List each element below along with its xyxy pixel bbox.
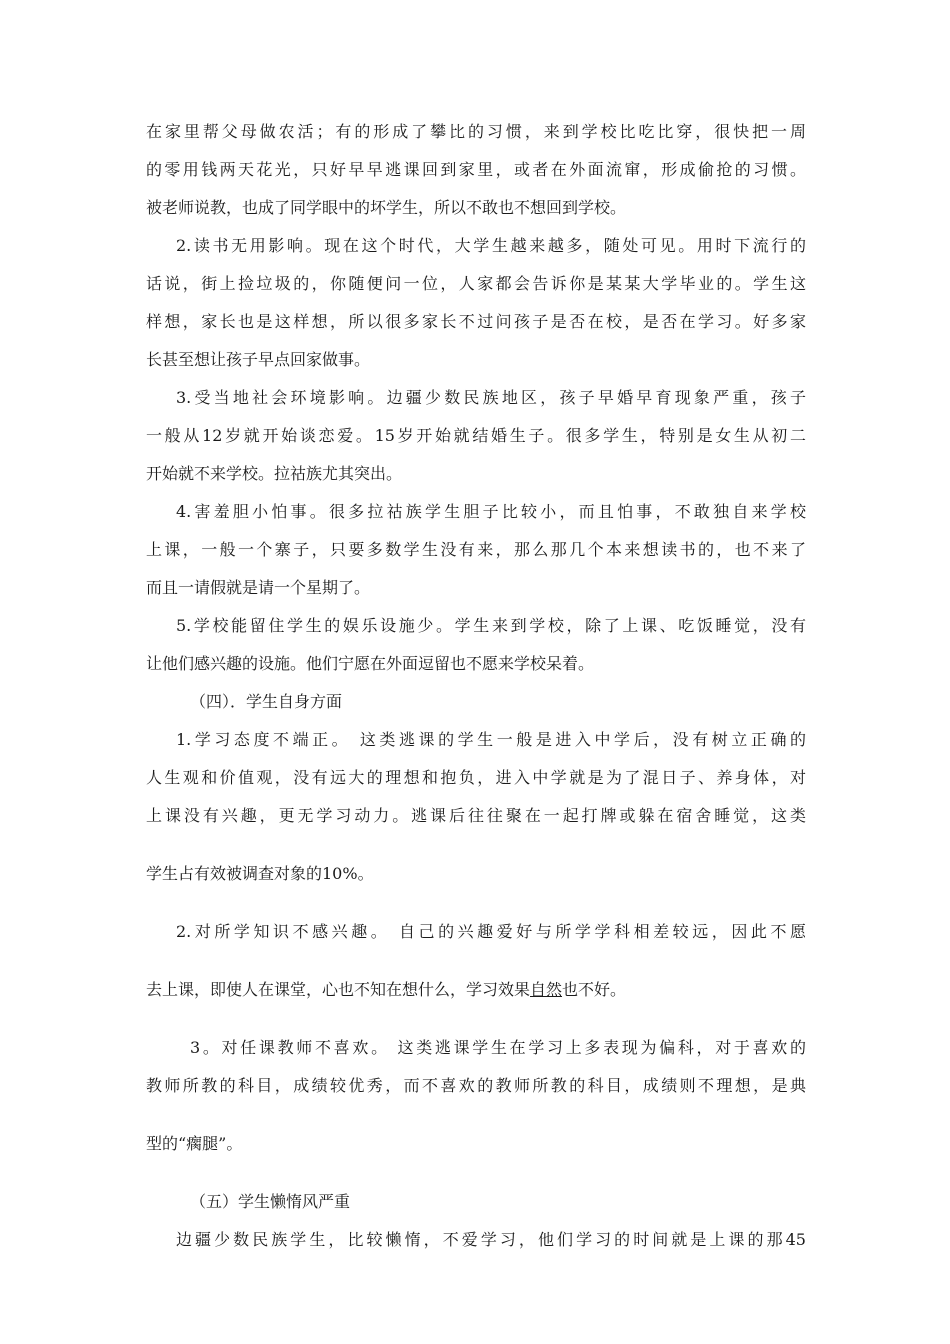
paragraph-line: 2.对所学知识不感兴趣。 自己的兴趣爱好与所学学科相差较远，因此不愿 — [176, 922, 806, 941]
paragraph-line: 3。对任课教师不喜欢。 这类逃课学生在学习上多表现为偏科，对于喜欢的 — [190, 1038, 806, 1057]
paragraph-line: 长甚至想让孩子早点回家做事。 — [146, 350, 371, 369]
paragraph-line: 而且一请假就是请一个星期了。 — [146, 578, 371, 597]
paragraph-line: 边疆少数民族学生，比较懒惰，不爱学习，他们学习的时间就是上课的那45 — [176, 1230, 806, 1249]
paragraph-line — [146, 979, 806, 1001]
paragraph-line: 话说，街上捡垃圾的，你随便问一位，人家都会告诉你是某某大学毕业的。学生这 — [146, 274, 806, 293]
paragraph-line: 上课，一般一个寨子，只要多数学生没有来，那么那几个本来想读书的，也不来了 — [146, 540, 806, 559]
paragraph-line: 教师所教的科目，成绩较优秀，而不喜欢的教师所教的科目，成绩则不理想，是典 — [146, 1076, 806, 1095]
line-text: 也不好。 — [562, 980, 627, 999]
paragraph-line: 让他们感兴趣的设施。他们宁愿在外面逗留也不愿来学校呆着。 — [146, 654, 595, 673]
paragraph-line: 1.学习态度不端正。 这类逃课的学生一般是进入中学后，没有树立正确的 — [176, 730, 806, 749]
paragraph-line: 型的“瘸腿”。 — [146, 1134, 243, 1153]
line-text: 去上课，即使人在课堂，心也不知在想什么，学习效果 — [146, 980, 531, 999]
paragraph-line: 上课没有兴趣，更无学习动力。逃课后往往聚在一起打牌或躲在宿舍睡觉，这类 — [146, 806, 806, 825]
paragraph-line: 一般从12岁就开始谈恋爱。15岁开始就结婚生子。很多学生，特别是女生从初二 — [146, 426, 806, 445]
paragraph-line: 4.害羞胆小怕事。很多拉祜族学生胆子比较小，而且怕事，不敢独自来学校 — [176, 502, 806, 521]
paragraph-line: 学生占有效被调查对象的10%。 — [146, 864, 374, 883]
paragraph-line: 人生观和价值观，没有远大的理想和抱负，进入中学就是为了混日子、养身体，对 — [146, 768, 806, 787]
paragraph-line: 2.读书无用影响。现在这个时代，大学生越来越多，随处可见。用时下流行的 — [176, 236, 806, 255]
paragraph-line: 5.学校能留住学生的娱乐设施少。学生来到学校，除了上课、吃饭睡觉，没有 — [176, 616, 806, 635]
section-heading: （四）．学生自身方面 — [190, 692, 343, 711]
paragraph-line: 3.受当地社会环境影响。边疆少数民族地区，孩子早婚早育现象严重，孩子 — [176, 388, 806, 407]
section-heading: （五）学生懒惰风严重 — [190, 1192, 351, 1211]
paragraph-line: 被老师说教，也成了同学眼中的坏学生，所以不敢也不想回到学校。 — [146, 198, 627, 217]
paragraph-line: 在家里帮父母做农活；有的形成了攀比的习惯，来到学校比吃比穿，很快把一周 — [146, 122, 806, 141]
paragraph-line: 开始就不来学校。拉祜族尤其突出。 — [146, 464, 403, 483]
paragraph-line: 的零用钱两天花光，只好早早逃课回到家里，或者在外面流窜，形成偷抢的习惯。 — [146, 160, 806, 179]
paragraph-line: 样想，家长也是这样想，所以很多家长不过问孩子是否在校，是否在学习。好多家 — [146, 312, 806, 331]
underlined-word: 自然 — [530, 980, 563, 999]
